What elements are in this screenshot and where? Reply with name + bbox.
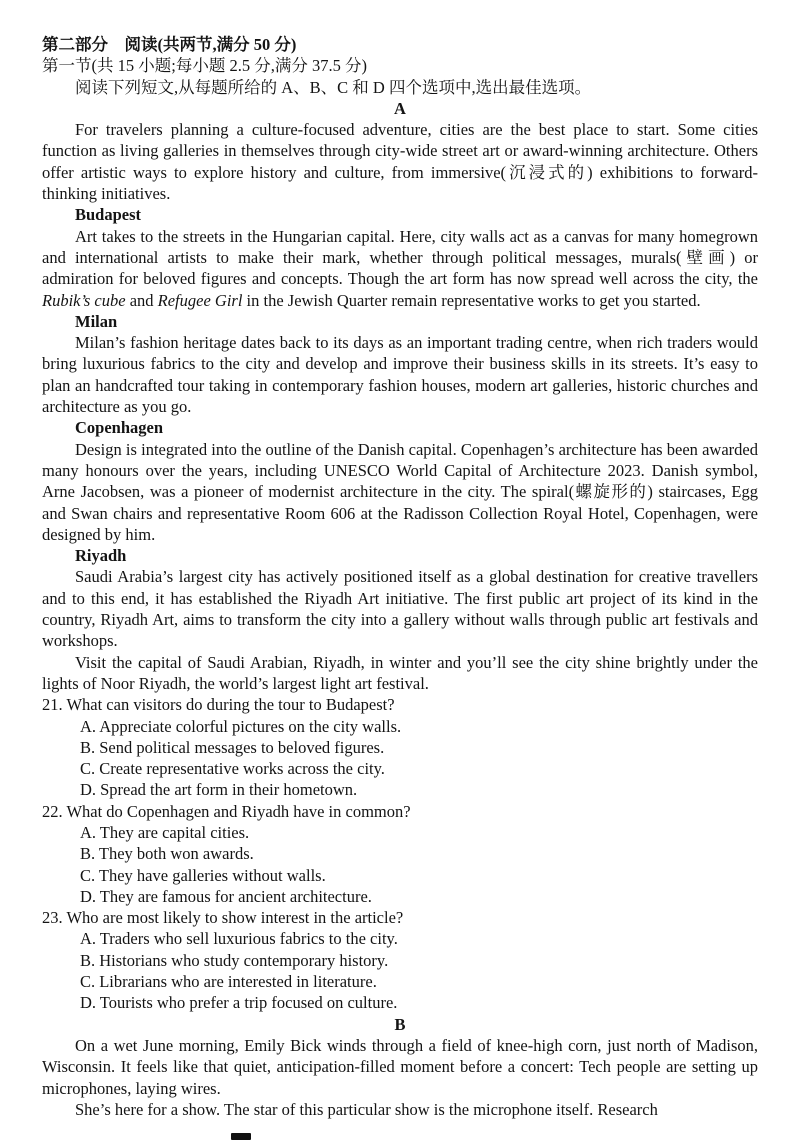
part-heading: 第二部分 阅读(共两节,满分 50 分) (42, 35, 297, 54)
question-23-option-b: B. Historians who study contemporary history. (79, 950, 389, 970)
question-23-option-a: A. Traders who sell luxurious fabrics to the city. (79, 929, 398, 949)
question-number: 22. (42, 801, 63, 821)
question-23-option-c: C. Librarians who are interested in literature. (79, 972, 377, 992)
question-21-option-a: A. Appreciate colorful pictures on the city walls. (79, 716, 402, 736)
question-stem: What do Copenhagen and Riyadh have in common? (66, 801, 411, 821)
question-23 (42, 907, 758, 1013)
heading-milan: Milan (75, 311, 118, 331)
budapest-italic-refugee-girl: Refugee Girl (157, 290, 243, 310)
passage-b-label: B (394, 1014, 406, 1034)
question-stem: What can visitors do during the tour to Budapest? (66, 695, 395, 715)
question-23-stem-line (42, 907, 758, 928)
question-22-option-b: B. They both won awards. (79, 844, 254, 864)
budapest-paragraph (42, 226, 758, 311)
question-21-option-d: D. Spread the art form in their hometown. (79, 780, 358, 800)
passage-a-label: A (394, 98, 406, 118)
question-21-option-b: B. Send political messages to beloved figures. (79, 737, 385, 757)
question-21-stem-line (42, 694, 758, 715)
directions: 阅读下列短文,从每题所给的 A、B、C 和 D 四个选项中,选出最佳选项。 (75, 77, 592, 97)
budapest-italic-rubiks-cube: Rubik’s cube (42, 290, 126, 310)
question-number: 21. (42, 695, 63, 715)
heading-copenhagen: Copenhagen (75, 418, 164, 438)
section-heading: 第一节(共 15 小题;每小题 2.5 分,满分 37.5 分) (42, 56, 367, 76)
question-22-option-d: D. They are famous for ancient architecture. (79, 886, 372, 906)
question-number: 23. (42, 908, 63, 928)
passage-b-paragraph-1: On a wet June morning, Emily Bick winds through a field of knee-high corn, just north of Madison, Wisconsin. It feels like that quiet, anticipation-filled moment before a concert: Tech people are setting up microphones, laying wires. (42, 1035, 758, 1098)
question-21-option-c: C. Create representative works across the city. (79, 759, 385, 779)
budapest-text-1: Art takes to the streets in the Hungarian capital. Here, city walls act as a canvas for many homegrown and international artists to make their mark, whether through political messages, murals(壁画) or admiration for beloved figures and concepts. Though the art form has now spread well across the city, the (42, 226, 758, 289)
question-23-option-d: D. Tourists who prefer a trip focused on culture. (79, 993, 398, 1013)
question-21 (42, 694, 758, 800)
next-line-cutoff-mark (231, 1133, 251, 1140)
passage-b-paragraph-2: She’s here for a show. The star of this particular show is the microphone itself. Research (75, 1099, 658, 1119)
question-22-option-c: C. They have galleries without walls. (79, 865, 326, 885)
heading-budapest: Budapest (75, 205, 142, 225)
copenhagen-paragraph: Design is integrated into the outline of the Danish capital. Copenhagen’s architecture has been awarded many honours over the years, including UNESCO World Capital of Architecture 2023. Danish symbol, Arne Jacobsen, was a pioneer of modernist architecture in the city. The spiral(螺旋形的) staircases, Egg and Swan chairs and representative Room 606 at the Radisson Collection Royal Hotel, Copenhagen, were designed by him. (42, 439, 758, 544)
budapest-text-2: and (125, 290, 158, 310)
riyadh-paragraph-2: Visit the capital of Saudi Arabian, Riyadh, in winter and you’ll see the city shine brightly under the lights of Noor Riyadh, the world’s largest light art festival. (42, 652, 758, 693)
budapest-text-3: in the Jewish Quarter remain representative works to get you started. (242, 290, 701, 310)
heading-riyadh: Riyadh (75, 546, 127, 566)
milan-paragraph: Milan’s fashion heritage dates back to its days as an important trading centre, when rich traders would bring luxurious fabrics to the city and develop and improve their business skills in its streets. It’s easy to plan an handcrafted tour taking in contemporary fashion houses, modern art galleries, historic churches and architecture as you go. (42, 333, 758, 417)
question-stem: Who are most likely to show interest in the article? (66, 908, 404, 928)
riyadh-paragraph-1: Saudi Arabia’s largest city has actively positioned itself as a global destination for creative travellers and to this end, it has established the Riyadh Art initiative. The first public art project of its kind in the country, Riyadh Art, aims to transform the city into a gallery without walls through public art festivals and workshops. (42, 567, 758, 651)
question-22 (42, 801, 758, 907)
passage-a-intro: For travelers planning a culture-focused adventure, cities are the best place to start. Some cities function as living galleries in themselves through city-wide street art or award-winning architecture. Others offer artistic ways to explore history and culture, from immersive(沉浸式的) exhibitions to forward-thinking initiatives. (42, 120, 758, 204)
question-22-option-a: A. They are capital cities. (79, 822, 250, 842)
question-22-stem-line (42, 801, 758, 822)
